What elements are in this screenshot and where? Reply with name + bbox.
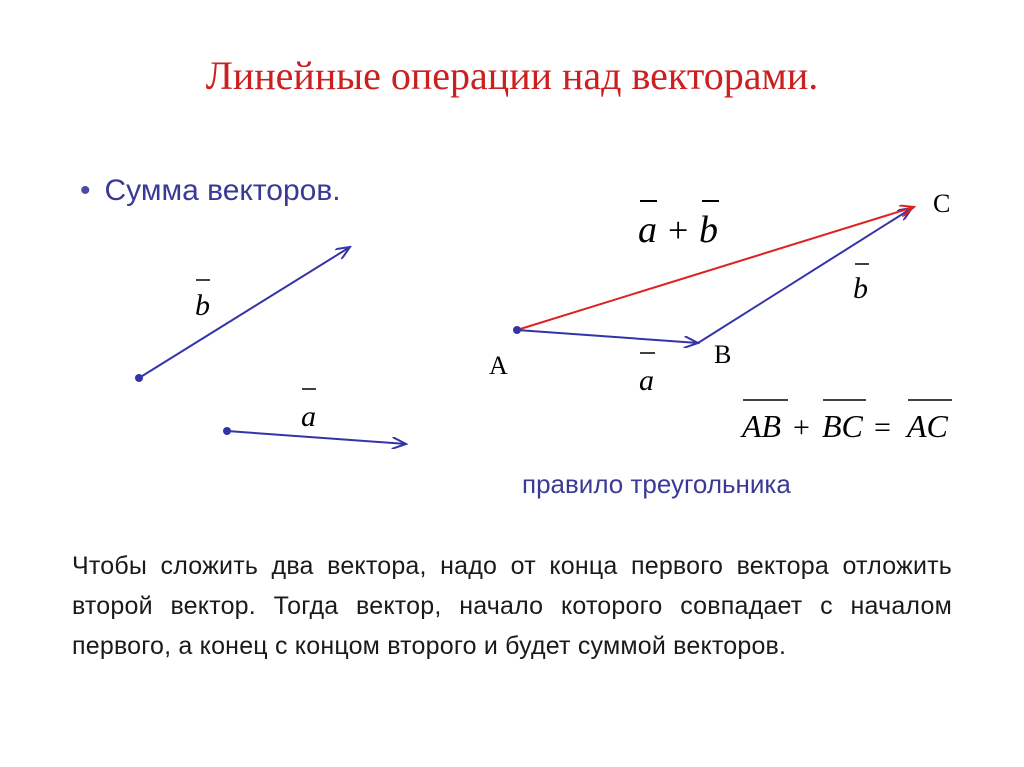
vector-BC [698, 208, 912, 343]
vector-a-label: a [639, 364, 654, 397]
slide-title: Линейные операции над векторами. [205, 53, 819, 98]
sum-formula-a: a [638, 209, 657, 251]
equation-AB: AB [742, 408, 782, 444]
point-C-label: C [933, 189, 951, 218]
left-vector-b-start-point [135, 374, 143, 382]
vector-AB [517, 330, 698, 343]
point-A-label: A [489, 351, 508, 380]
sum-formula [638, 201, 719, 251]
vector-b-label: b [853, 272, 868, 305]
triangle-equation [740, 400, 952, 444]
left-vector-a-start-point [223, 427, 231, 435]
left-vector-b-label: b [195, 289, 210, 322]
sum-formula-plus: + [668, 210, 689, 250]
explanation-paragraph: Чтобы сложить два вектора, надо от конца первого вектора отложить второй вектор. Тогда вектор, начало которого совпадает с началом первого, а конец с концом второго и будет суммой векторов. [72, 552, 952, 660]
equation-AC: AC [907, 408, 948, 444]
equation-plus: + [793, 411, 810, 444]
point-A-dot [513, 326, 521, 334]
sum-formula-b: b [699, 209, 718, 251]
bullet-text: Сумма векторов. [104, 174, 341, 207]
left-vector-a [227, 431, 406, 444]
equation-BC: BC [822, 408, 863, 444]
left-vector-a-label: a [301, 400, 316, 433]
equation-equals: = [874, 411, 891, 444]
bullet-dot: • [80, 174, 91, 207]
rule-caption: правило треугольника [522, 469, 791, 499]
left-vector-b [139, 247, 350, 378]
point-B-label: B [714, 340, 732, 369]
